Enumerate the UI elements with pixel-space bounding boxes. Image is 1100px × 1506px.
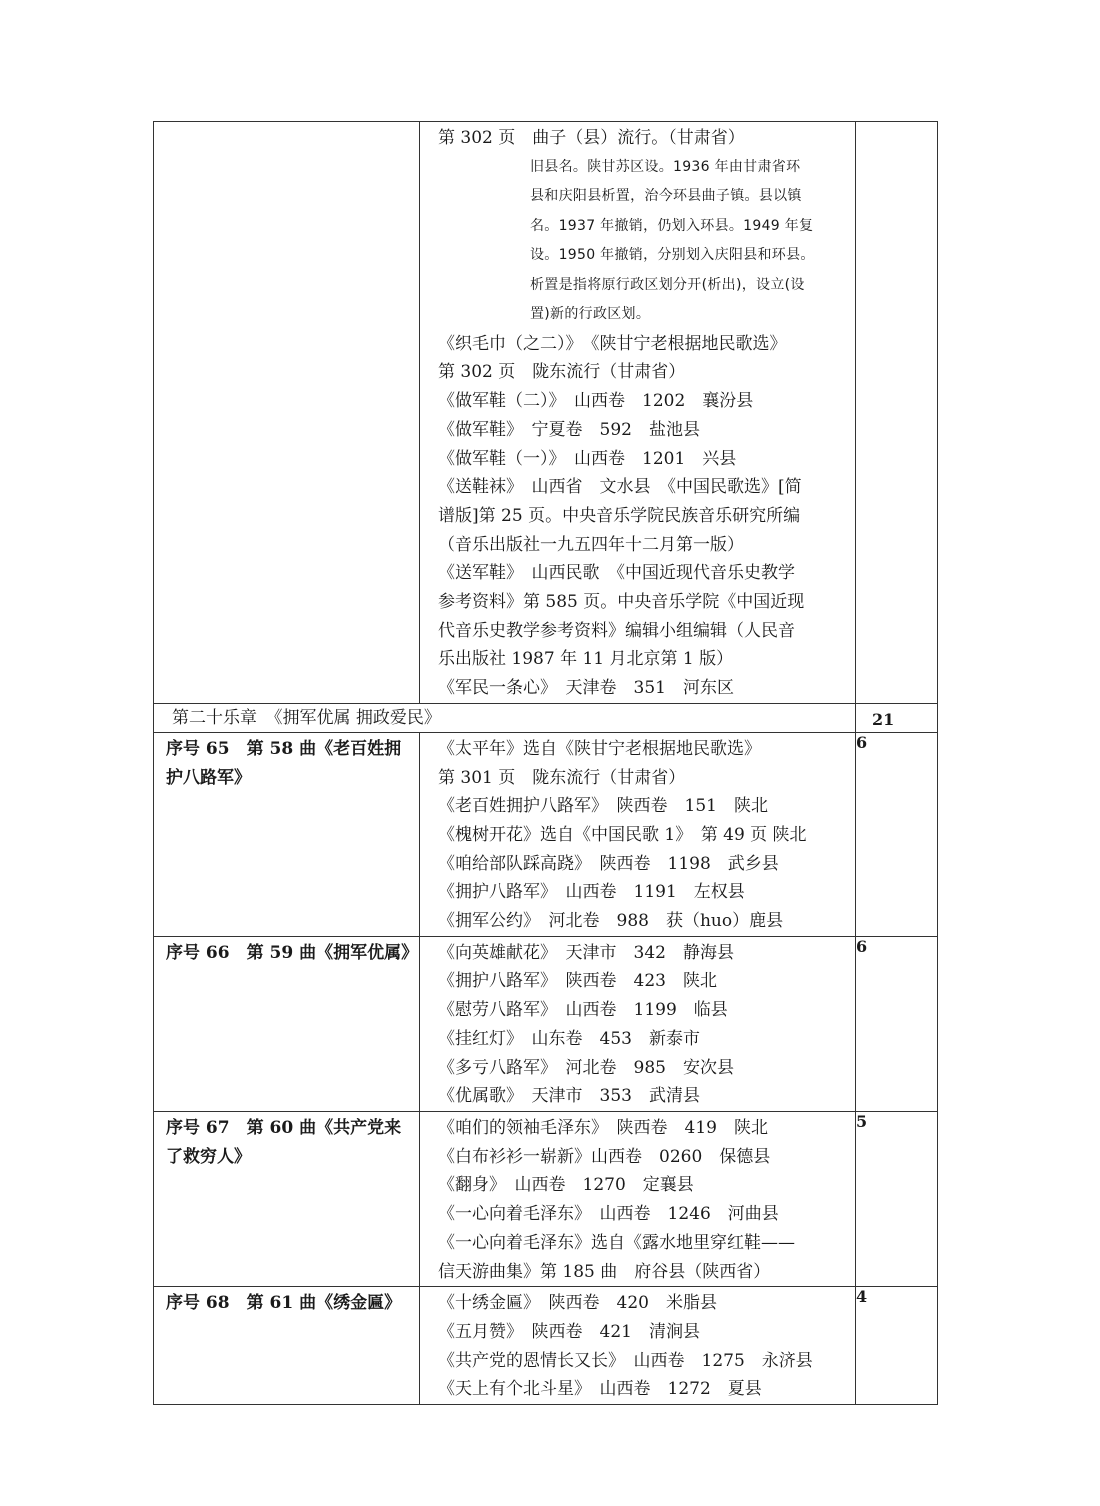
song-line: 《老百姓拥护八路军》 陕西卷 151 陕北	[438, 796, 768, 817]
chapter-count: 21	[856, 703, 938, 732]
row-label-line: 了救穷人》	[166, 1146, 251, 1167]
row-label-line: 序号 65 第 58 曲《老百姓拥	[166, 738, 402, 759]
row-label-line: 护八路军》	[166, 767, 251, 788]
song-line: 《挂红灯》 山东卷 453 新泰市	[438, 1028, 700, 1049]
note-line: 旧县名。陕甘苏区设。1936 年由甘肃省环	[530, 158, 801, 175]
song-line: 第 302 页 曲子（县）流行。（甘肃省）	[438, 128, 745, 148]
song-line: 《做军鞋（一）》 山西卷 1201 兴县	[438, 448, 737, 469]
song-line: 《拥军公约》 河北卷 988 获（huo）鹿县	[438, 911, 784, 932]
row-label	[154, 1287, 419, 1318]
song-line: 《织毛巾（之二）》 《陕甘宁老根据地民歌选》	[438, 333, 787, 354]
note-line: 置)新的行政区划。	[530, 306, 651, 323]
chapter-title: 第二十乐章 《拥军优属 拥政爱民》	[154, 703, 856, 732]
song-catalog-table	[153, 121, 938, 1405]
song-line: 《一心向着毛泽东》选自《露水地里穿红鞋——	[438, 1232, 795, 1253]
song-line: 《做军鞋》 宁夏卷 592 盐池县	[438, 419, 700, 440]
song-line: 《送鞋袜》 山西省 文水县 《中国民歌选》[简	[438, 477, 802, 498]
song-line: 《军民一条心》 天津卷 351 河东区	[438, 678, 734, 699]
continued-songs-cell	[420, 122, 856, 704]
row-label	[154, 1112, 419, 1171]
row-count: 4	[856, 1287, 938, 1405]
row-count: 5	[856, 1111, 938, 1286]
song-line: 代音乐史教学参考资料》编辑小组编辑（人民音	[438, 620, 795, 641]
song-line: 《做军鞋（二）》 山西卷 1202 襄汾县	[438, 391, 754, 412]
row-songs-cell	[420, 1111, 856, 1286]
song-line: 参考资料》第 585 页。中央音乐学院《中国近现	[438, 592, 805, 613]
row-songs-cell	[420, 1287, 856, 1405]
song-line: （音乐出版社一九五四年十二月第一版）	[438, 534, 744, 555]
song-line: 《翻身》 山西卷 1270 定襄县	[438, 1175, 694, 1196]
row-label	[154, 733, 419, 792]
song-line: 《优属歌》 天津市 353 武清县	[438, 1086, 700, 1107]
song-line: 《太平年》选自《陕甘宁老根据地民歌选》	[438, 738, 761, 759]
row-count: 6	[856, 732, 938, 936]
note-line: 县和庆阳县析置，治今环县曲子镇。县以镇	[530, 188, 802, 205]
song-line: 《咱们的领袖毛泽东》 陕西卷 419 陕北	[438, 1117, 768, 1138]
row-label-line: 序号 68 第 61 曲《绣金匾》	[166, 1293, 402, 1314]
song-line: 《槐树开花》选自《中国民歌 1》 第 49 页 陕北	[438, 824, 807, 845]
table-row	[154, 732, 938, 936]
row-label-line: 序号 67 第 60 曲《共产党来	[166, 1117, 402, 1138]
note-line: 析置是指将原行政区划分开(析出)，设立(设	[530, 276, 805, 293]
row-songs-cell	[420, 732, 856, 936]
song-line: 《共产党的恩情长又长》 山西卷 1275 永济县	[438, 1350, 813, 1371]
song-line: 《多亏八路军》 河北卷 985 安次县	[438, 1057, 734, 1078]
continued-label-cell	[154, 122, 420, 704]
song-line: 《咱给部队踩高跷》 陕西卷 1198 武乡县	[438, 853, 779, 874]
song-line: 《向英雄献花》 天津市 342 静海县	[438, 942, 734, 963]
song-line: 信天游曲集》第 185 曲 府谷县（陕西省）	[438, 1261, 771, 1282]
song-line: 乐出版社 1987 年 11 月北京第 1 版）	[438, 649, 734, 670]
song-line: 第 301 页 陇东流行（甘肃省）	[438, 767, 686, 788]
note-line: 设。1950 年撤销，分别划入庆阳县和环县。	[530, 247, 815, 264]
table-row	[154, 1111, 938, 1286]
song-line: 谱版]第 25 页。中央音乐学院民族音乐研究所编	[438, 505, 801, 526]
row-label-line: 序号 66 第 59 曲《拥军优属》	[166, 942, 419, 963]
chapter-row	[154, 703, 938, 732]
song-line: 《送军鞋》 山西民歌 《中国近现代音乐史教学	[438, 563, 795, 584]
song-line: 《白布衫衫一崭新》山西卷 0260 保德县	[438, 1146, 771, 1167]
continued-count-cell	[856, 122, 938, 704]
song-line: 《拥护八路军》 山西卷 1191 左权县	[438, 882, 745, 903]
song-line: 《慰劳八路军》 山西卷 1199 临县	[438, 1000, 728, 1021]
song-line: 《十绣金匾》 陕西卷 420 米脂县	[438, 1293, 717, 1314]
song-line: 《天上有个北斗星》 山西卷 1272 夏县	[438, 1379, 762, 1400]
song-line: 第 302 页 陇东流行（甘肃省）	[438, 362, 686, 383]
row-label	[154, 937, 419, 968]
row-songs-cell	[420, 936, 856, 1111]
song-line: 《一心向着毛泽东》 山西卷 1246 河曲县	[438, 1204, 779, 1225]
continued-row	[154, 122, 938, 704]
note-line: 名。1937 年撤销，仍划入环县。1949 年复	[530, 217, 814, 234]
row-count: 6	[856, 936, 938, 1111]
row-label-cell	[154, 1287, 420, 1405]
row-label-cell	[154, 732, 420, 936]
row-label-cell	[154, 936, 420, 1111]
table-row	[154, 936, 938, 1111]
table-row	[154, 1287, 938, 1405]
row-label-cell	[154, 1111, 420, 1286]
song-line: 《拥护八路军》 陕西卷 423 陕北	[438, 971, 717, 992]
song-line: 《五月赞》 陕西卷 421 清涧县	[438, 1321, 700, 1342]
